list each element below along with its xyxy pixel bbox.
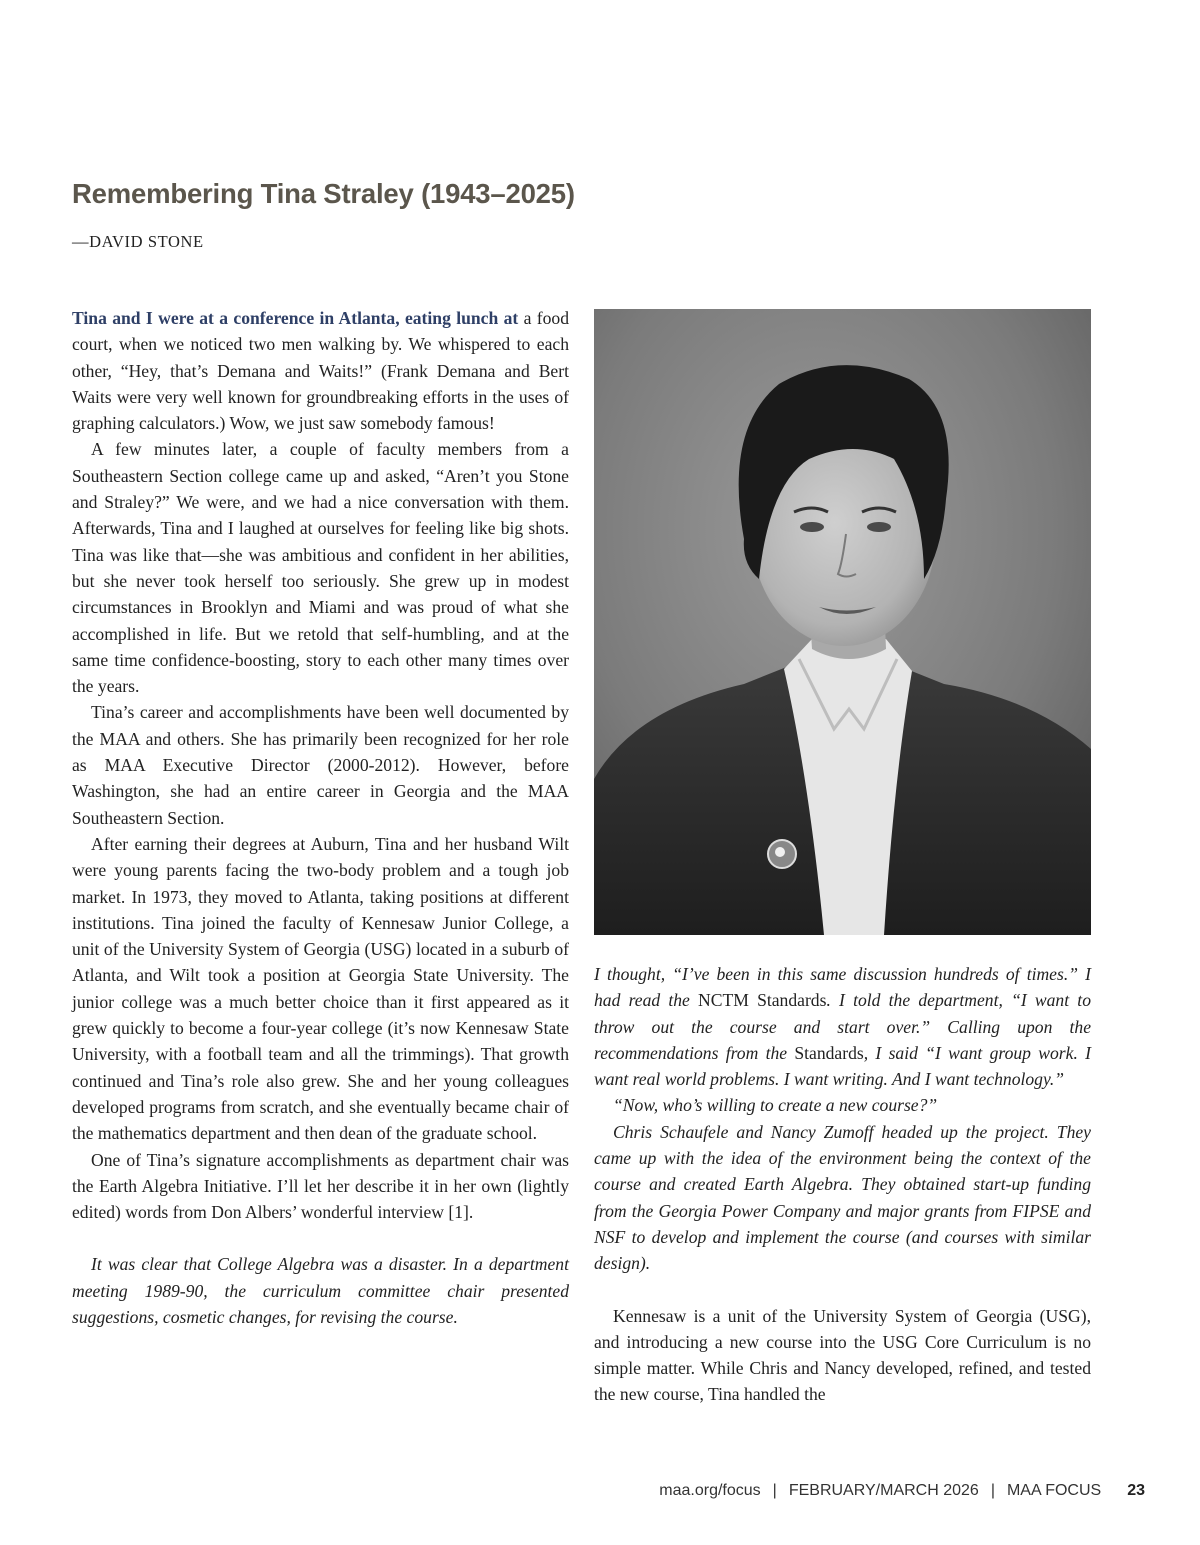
block-quote: It was clear that College Algebra was a disaster. In a department meeting 1989-90, the curriculum committee chair presented suggestions, cosmetic changes, for revising the course.: [72, 1254, 569, 1327]
left-column: [72, 305, 569, 1330]
footer-divider: |: [990, 1482, 995, 1499]
publication-title: NCTM Standards: [698, 990, 827, 1011]
footer-divider: |: [772, 1482, 777, 1499]
publication-title: Standards: [794, 1042, 864, 1063]
paragraph: Kennesaw is a unit of the University System of Georgia (USG), and introducing a new course into the USG Core Curriculum is no simple matter. While Chris and Nancy developed, refined, and tested the new course, Tina handled the: [594, 1305, 1091, 1405]
paragraph: Tina’s career and accomplishments have been well documented by the MAA and others. She has primarily been recognized for her role as MAA Executive Director (2000-2012). However, before Washington, she had an entire career in Georgia and the MAA Southeastern Section.: [72, 702, 569, 828]
footer-url: maa.org/focus: [659, 1482, 761, 1499]
footer-magazine: MAA FOCUS: [1006, 1482, 1102, 1499]
footer-issue: FEBRUARY/MARCH 2026: [788, 1482, 979, 1499]
page-footer: [659, 1482, 1145, 1500]
paragraph: After earning their degrees at Auburn, Tina and her husband Wilt were young parents facing the two-body problem and a tough job market. In 1973, they moved to Atlanta, taking positions at different institutions. Tina joined the faculty of Kennesaw Junior College, a unit of the University System of Georgia (USG) located in a suburb of Atlanta, and Wilt took a position at Georgia State University. The junior college was a much better choice than it first appeared as it grew quickly to become a four-year college (it’s now Kennesaw State University, with a football team and all the trimmings). That growth continued and Tina’s role also grew. She and her young colleagues developed programs from scratch, and she eventually became chair of the mathematics department and then dean of the graduate school.: [72, 833, 569, 1144]
block-quote: Chris Schaufele and Nancy Zumoff headed up the project. They came up with the idea of the environment being the context of the course and created Earth Algebra. They obtained start-up funding from the Georgia Power Company and major grants from FIPSE and NSF to develop and implement the course (and courses with similar design).: [594, 1121, 1091, 1274]
article-title: Remembering Tina Straley (1943–2025): [72, 178, 575, 209]
block-quote: I thought, “I’ve been in this same discussion hundreds of times.” I had read the NCTM Standards. I told the department, “I want to throw out the course and start over.” Calling upon the recommendations from the Standards, I said “I want group work. I want real world problems. I want writing. And I want technology.”: [594, 964, 1091, 1090]
paragraph: A few minutes later, a couple of faculty members from a Southeastern Section college came up and asked, “Aren’t you Stone and Straley?” We were, and we had a nice conversation with them. Afterwards, Tina and I laughed at ourselves for feeling like big shots. Tina was like that—she was ambitious and confident in her abilities, but she never took herself too seriously. She grew up in modest circumstances in Brooklyn and Miami and was proud of what she accomplished in life. But we retold that self-humbling, and at the same time confidence-boosting, story to each other many times over the years.: [72, 439, 569, 697]
paragraph: One of Tina’s signature accomplishments as department chair was the Earth Algebra Initiative. I’ll let her describe it in her own (lightly edited) words from Don Albers’ wonderful interview [1].: [72, 1149, 569, 1223]
lead-in: Tina and I were at a conference in Atlanta, eating lunch at: [72, 308, 519, 328]
paragraph: Tina and I were at a conference in Atlanta, eating lunch at a food court, when we noticed two men walking by. We whispered to each other, “Hey, that’s Demana and Waits!” (Frank Demana and Bert Waits were very well known for groundbreaking efforts in the uses of graphing calculators.) Wow, we just saw somebody famous!: [72, 308, 569, 434]
block-quote: “Now, who’s willing to create a new course?”: [613, 1095, 938, 1116]
page-number: 23: [1127, 1482, 1145, 1499]
right-column: [594, 961, 1091, 1408]
portrait-photo: [594, 309, 1091, 935]
author-byline: —DAVID STONE: [72, 232, 204, 251]
